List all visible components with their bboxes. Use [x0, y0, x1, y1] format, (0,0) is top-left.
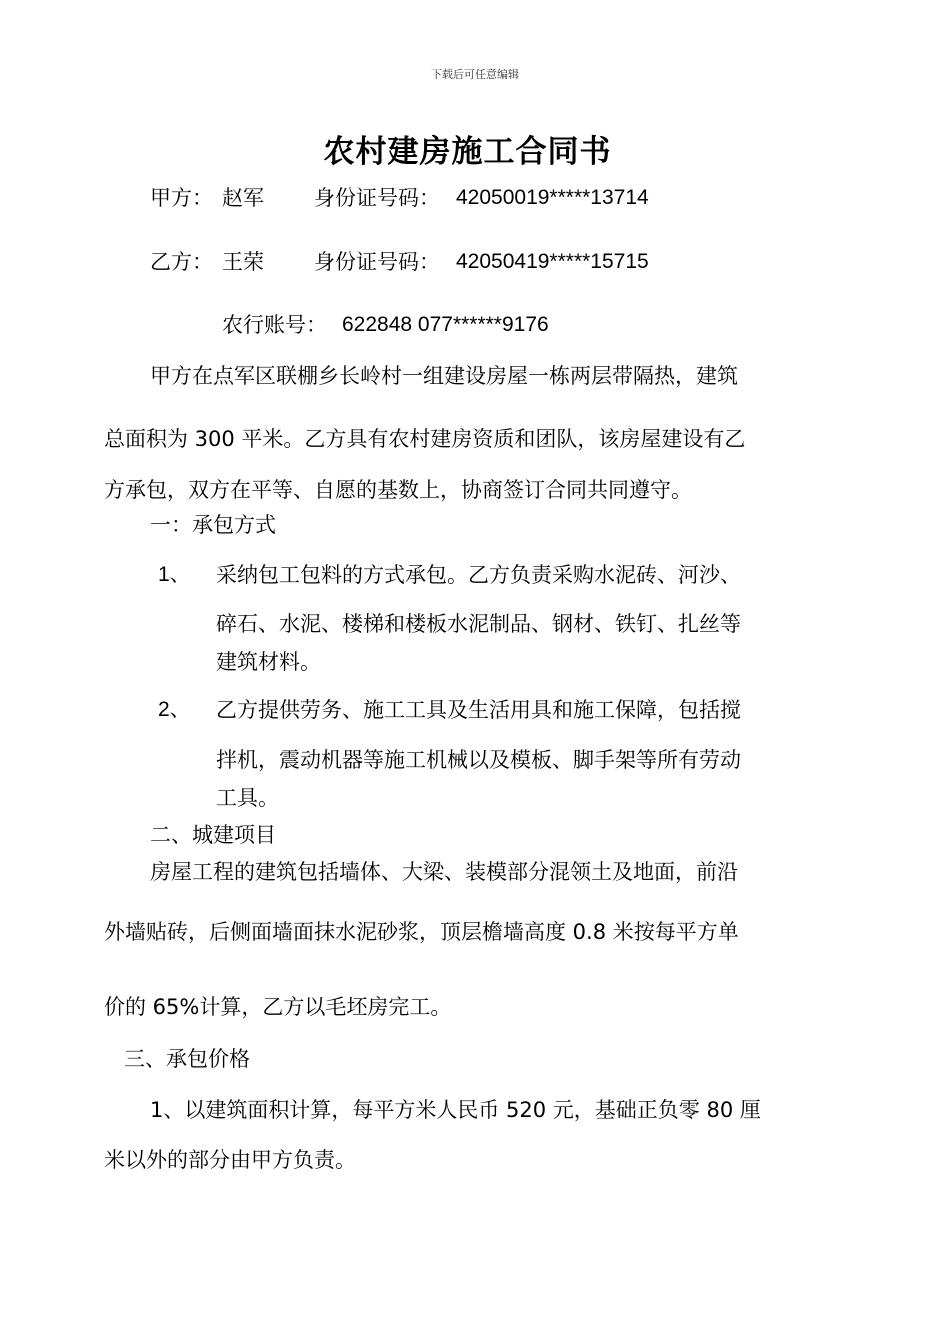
document-title: 农村建房施工合同书	[323, 134, 612, 170]
party-a-id-label: 身份证号码：	[314, 186, 440, 210]
section-1-item-2-line-2: 拌机，震动机器等施工机械以及模板、脚手架等所有劳动	[216, 748, 741, 772]
section-1-item-2-line-1: 乙方提供劳务、施工工具及生活用具和施工保障，包括搅	[216, 698, 741, 722]
bank-account-number: 622848 077******9176	[342, 313, 549, 336]
section-1-item-1-number: 1、	[158, 563, 191, 586]
section-1-heading: 一：承包方式	[150, 513, 276, 537]
section-1-item-1-line-1: 采纳包工包料的方式承包。乙方负责采购水泥砖、河沙、	[216, 563, 741, 587]
section-2-line-3: 价的 65%计算，乙方以毛坯房完工。	[104, 995, 452, 1019]
section-2-line-2: 外墙贴砖，后侧面墙面抹水泥砂浆，顶层檐墙高度 0.8 米按每平方单	[104, 920, 739, 944]
intro-line-1: 甲方在点军区联棚乡长岭村一组建设房屋一栋两层带隔热，建筑	[150, 364, 738, 388]
party-b-id-number: 42050419*****15715	[456, 250, 649, 273]
party-b-id-label: 身份证号码：	[314, 250, 440, 274]
section-2-line-1: 房屋工程的建筑包括墙体、大梁、装模部分混领土及地面，前沿	[150, 860, 738, 884]
section-3-line-1: 1、以建筑面积计算，每平方米人民币 520 元，基础正负零 80 厘	[150, 1098, 761, 1122]
party-b-name: 王荣	[222, 250, 264, 274]
party-a-label: 甲方：	[150, 186, 213, 210]
party-b-label: 乙方：	[150, 250, 213, 274]
section-1-item-2-number: 2、	[158, 698, 191, 721]
section-1-item-1-line-3: 建筑材料。	[216, 650, 321, 674]
section-3-line-2: 米以外的部分由甲方负责。	[104, 1148, 356, 1172]
section-1-item-2-line-3: 工具。	[216, 786, 279, 810]
header-note: 下载后可任意编辑	[431, 68, 519, 81]
intro-line-3: 方承包，双方在平等、自愿的基数上，协商签订合同共同遵守。	[104, 478, 692, 502]
party-a-name: 赵军	[222, 186, 264, 210]
section-3-heading: 三、承包价格	[124, 1047, 250, 1071]
section-2-heading: 二、城建项目	[150, 823, 276, 847]
party-a-id-number: 42050019*****13714	[456, 186, 649, 209]
section-1-item-1-line-2: 碎石、水泥、楼梯和楼板水泥制品、钢材、铁钉、扎丝等	[216, 612, 741, 636]
bank-account-label: 农行账号：	[222, 313, 327, 337]
intro-line-2: 总面积为 300 平米。乙方具有农村建房资质和团队，该房屋建设有乙	[104, 427, 746, 451]
